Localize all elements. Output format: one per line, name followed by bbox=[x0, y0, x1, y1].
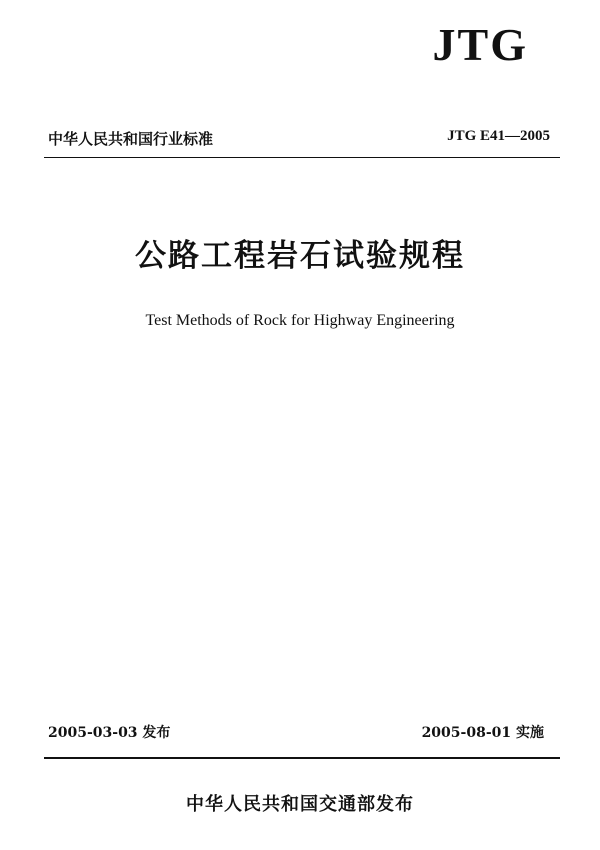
standard-code: JTG E41—2005 bbox=[447, 128, 550, 144]
effective-date: 2005-08-01 实施 bbox=[421, 725, 544, 741]
standard-type: 中华人民共和国行业标准 bbox=[48, 130, 214, 148]
footer-divider bbox=[44, 757, 560, 759]
date-row bbox=[48, 722, 544, 744]
header-divider bbox=[44, 157, 560, 158]
issuer: 中华人民共和国交通部发布 bbox=[186, 794, 414, 815]
standard-header bbox=[48, 128, 552, 152]
document-subtitle: Test Methods of Rock for Highway Engineering bbox=[145, 312, 455, 329]
issue-date: 2005-03-03 发布 bbox=[48, 725, 171, 741]
jtg-logo: JTG bbox=[432, 19, 528, 70]
document-title: 公路工程岩石试验规程 bbox=[135, 238, 465, 274]
